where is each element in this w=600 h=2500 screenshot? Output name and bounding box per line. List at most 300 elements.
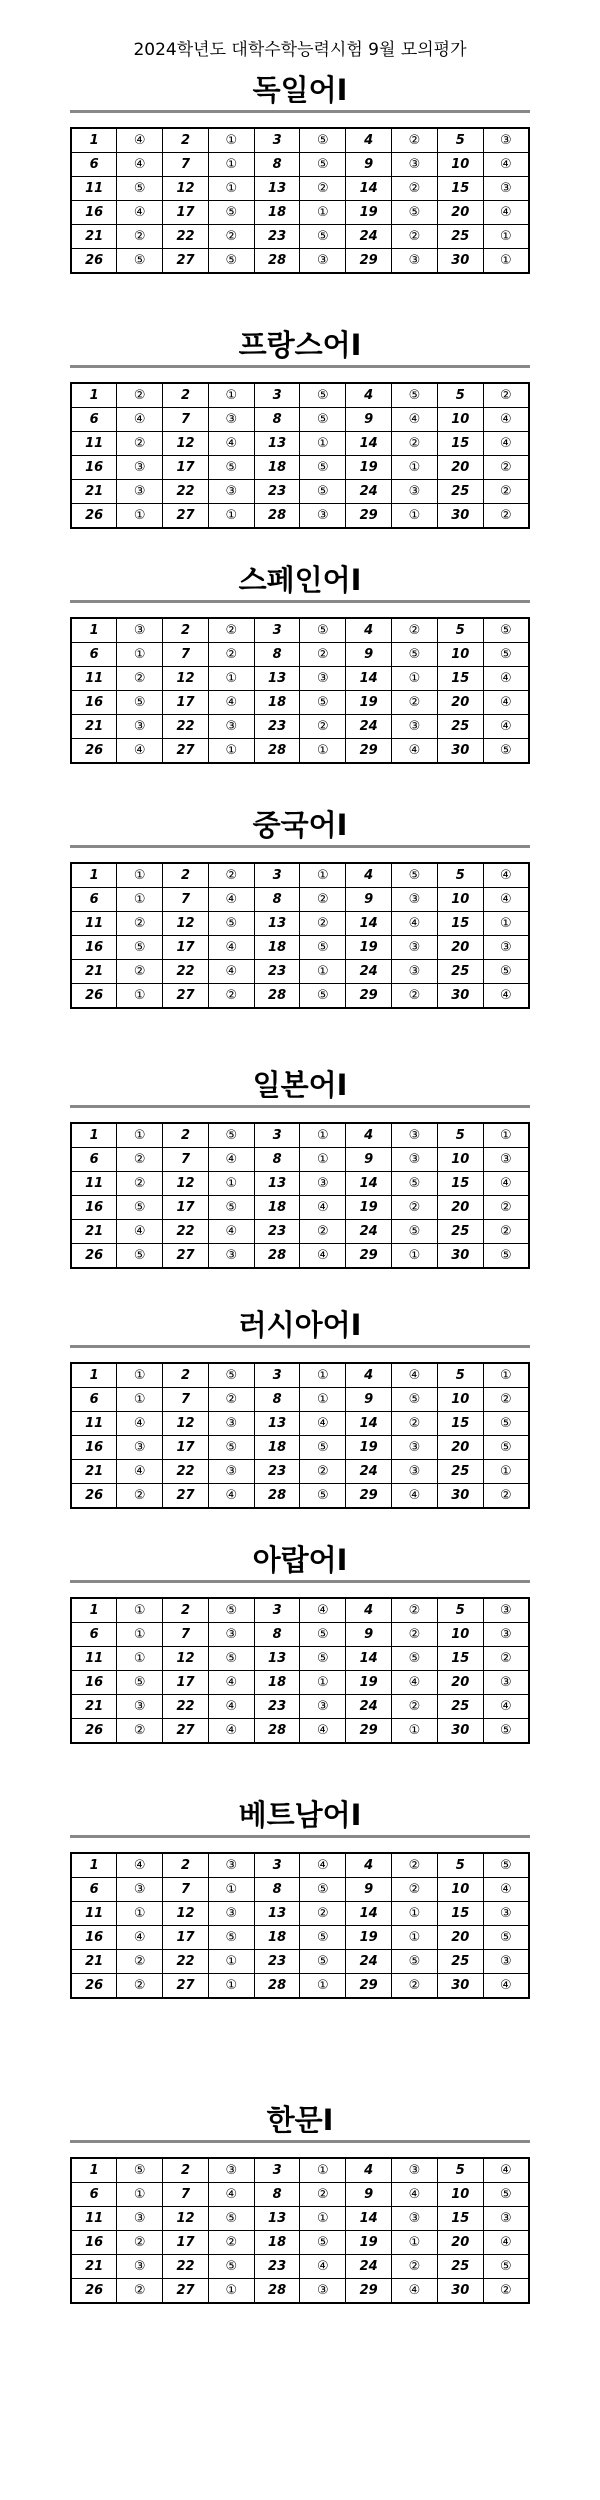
answer-choice: ② <box>117 383 163 408</box>
answer-choice: ⑤ <box>300 1647 346 1671</box>
question-number: 29 <box>346 249 392 274</box>
question-number: 25 <box>437 715 483 739</box>
question-number: 11 <box>71 667 117 691</box>
question-number: 4 <box>346 863 392 888</box>
question-number: 23 <box>254 1950 300 1974</box>
answer-choice: ⑤ <box>483 2255 529 2279</box>
question-number: 13 <box>254 1647 300 1671</box>
question-number: 1 <box>71 1363 117 1388</box>
question-number: 18 <box>254 1196 300 1220</box>
question-number: 15 <box>437 912 483 936</box>
answer-choice: ① <box>117 1902 163 1926</box>
question-number: 12 <box>163 1172 209 1196</box>
answer-choice: ⑤ <box>483 1926 529 1950</box>
question-number: 22 <box>163 480 209 504</box>
answer-choice: ① <box>483 1123 529 1148</box>
answer-choice: ① <box>117 504 163 529</box>
answer-choice: ④ <box>208 1671 254 1695</box>
table-row <box>71 504 529 529</box>
question-number: 16 <box>71 456 117 480</box>
answer-choice: ① <box>392 1926 438 1950</box>
answer-choice: ② <box>208 863 254 888</box>
question-number: 24 <box>346 1695 392 1719</box>
answer-choice: ④ <box>208 1220 254 1244</box>
question-number: 21 <box>71 2255 117 2279</box>
answer-choice: ① <box>300 1974 346 1999</box>
question-number: 27 <box>163 2279 209 2304</box>
answer-choice: ⑤ <box>483 643 529 667</box>
answer-choice: ② <box>392 1878 438 1902</box>
answer-choice: ⑤ <box>300 984 346 1009</box>
question-number: 29 <box>346 1244 392 1269</box>
answer-choice: ④ <box>483 1172 529 1196</box>
answer-choice: ⑤ <box>300 408 346 432</box>
title-underline <box>70 600 530 603</box>
answer-choice: ② <box>483 504 529 529</box>
answer-choice: ⑤ <box>208 201 254 225</box>
answer-choice: ⑤ <box>483 618 529 643</box>
answer-choice: ⑤ <box>117 1196 163 1220</box>
question-number: 8 <box>254 1148 300 1172</box>
answer-table <box>70 862 530 1009</box>
question-number: 13 <box>254 177 300 201</box>
answer-choice: ⑤ <box>117 691 163 715</box>
answer-choice: ⑤ <box>300 1623 346 1647</box>
answer-choice: ① <box>208 739 254 764</box>
question-number: 26 <box>71 2279 117 2304</box>
question-number: 10 <box>437 1878 483 1902</box>
question-number: 6 <box>71 2183 117 2207</box>
table-row <box>71 383 529 408</box>
question-number: 20 <box>437 1196 483 1220</box>
question-number: 9 <box>346 643 392 667</box>
question-number: 18 <box>254 1671 300 1695</box>
question-number: 13 <box>254 432 300 456</box>
answer-choice: ④ <box>117 1220 163 1244</box>
answer-choice: ④ <box>208 2183 254 2207</box>
answer-choice: ③ <box>392 936 438 960</box>
table-row <box>71 1950 529 1974</box>
answer-choice: ⑤ <box>300 128 346 153</box>
question-number: 4 <box>346 2158 392 2183</box>
question-number: 6 <box>71 153 117 177</box>
question-number: 3 <box>254 383 300 408</box>
question-number: 18 <box>254 456 300 480</box>
answer-choice: ⑤ <box>208 456 254 480</box>
answer-choice: ① <box>117 1123 163 1148</box>
answer-choice: ① <box>483 1363 529 1388</box>
answer-choice: ④ <box>483 2158 529 2183</box>
answer-choice: ② <box>392 177 438 201</box>
answer-choice: ③ <box>117 715 163 739</box>
answer-choice: ⑤ <box>300 2231 346 2255</box>
question-number: 29 <box>346 504 392 529</box>
question-number: 29 <box>346 1974 392 1999</box>
answer-choice: ④ <box>300 1853 346 1878</box>
table-row <box>71 912 529 936</box>
table-row <box>71 177 529 201</box>
question-number: 19 <box>346 691 392 715</box>
question-number: 9 <box>346 1878 392 1902</box>
question-number: 19 <box>346 456 392 480</box>
table-row <box>71 1388 529 1412</box>
question-number: 21 <box>71 1460 117 1484</box>
answer-choice: ② <box>392 691 438 715</box>
answer-choice: ② <box>392 618 438 643</box>
question-number: 7 <box>163 1878 209 1902</box>
question-number: 22 <box>163 1220 209 1244</box>
question-number: 2 <box>163 2158 209 2183</box>
answer-choice: ② <box>300 912 346 936</box>
answer-choice: ② <box>117 960 163 984</box>
answer-choice: ① <box>300 2207 346 2231</box>
subject-section <box>70 1795 530 1999</box>
question-number: 2 <box>163 1598 209 1623</box>
table-row <box>71 480 529 504</box>
subject-title: 스페인어Ⅰ <box>238 563 362 597</box>
question-number: 21 <box>71 1695 117 1719</box>
answer-choice: ⑤ <box>392 863 438 888</box>
question-number: 10 <box>437 643 483 667</box>
question-number: 14 <box>346 912 392 936</box>
answer-choice: ③ <box>300 2279 346 2304</box>
question-number: 18 <box>254 2231 300 2255</box>
question-number: 13 <box>254 1902 300 1926</box>
question-number: 26 <box>71 504 117 529</box>
question-number: 5 <box>437 618 483 643</box>
answer-choice: ④ <box>117 739 163 764</box>
question-number: 18 <box>254 936 300 960</box>
answer-choice: ② <box>208 618 254 643</box>
question-number: 1 <box>71 128 117 153</box>
question-number: 19 <box>346 1671 392 1695</box>
question-number: 11 <box>71 177 117 201</box>
table-row <box>71 1123 529 1148</box>
question-number: 2 <box>163 1123 209 1148</box>
question-number: 18 <box>254 1436 300 1460</box>
question-number: 13 <box>254 912 300 936</box>
question-number: 30 <box>437 1484 483 1509</box>
answer-choice: ③ <box>117 1436 163 1460</box>
answer-choice: ⑤ <box>300 1950 346 1974</box>
question-number: 3 <box>254 2158 300 2183</box>
table-row <box>71 691 529 715</box>
question-number: 21 <box>71 225 117 249</box>
answer-choice: ④ <box>392 2183 438 2207</box>
answer-choice: ③ <box>483 2207 529 2231</box>
question-number: 13 <box>254 1172 300 1196</box>
question-number: 8 <box>254 1388 300 1412</box>
subject-section <box>70 1540 530 1744</box>
question-number: 30 <box>437 1719 483 1744</box>
question-number: 6 <box>71 1388 117 1412</box>
answer-choice: ④ <box>483 984 529 1009</box>
table-row <box>71 1719 529 1744</box>
answer-choice: ④ <box>483 863 529 888</box>
answer-choice: ② <box>117 1148 163 1172</box>
question-number: 2 <box>163 383 209 408</box>
question-number: 6 <box>71 888 117 912</box>
question-number: 27 <box>163 1244 209 1269</box>
question-number: 23 <box>254 1220 300 1244</box>
subject-title: 러시아어Ⅰ <box>238 1308 362 1342</box>
question-number: 9 <box>346 408 392 432</box>
answer-choice: ④ <box>483 667 529 691</box>
table-row <box>71 153 529 177</box>
answer-choice: ③ <box>392 480 438 504</box>
answer-choice: ⑤ <box>392 1388 438 1412</box>
answer-choice: ③ <box>483 1671 529 1695</box>
answer-choice: ② <box>483 1388 529 1412</box>
answer-table <box>70 1597 530 1744</box>
answer-choice: ① <box>208 153 254 177</box>
answer-choice: ① <box>208 1974 254 1999</box>
answer-choice: ③ <box>208 480 254 504</box>
table-row <box>71 888 529 912</box>
question-number: 20 <box>437 201 483 225</box>
answer-choice: ① <box>208 383 254 408</box>
question-number: 22 <box>163 1460 209 1484</box>
question-number: 1 <box>71 1853 117 1878</box>
table-row <box>71 618 529 643</box>
question-number: 10 <box>437 888 483 912</box>
question-number: 25 <box>437 480 483 504</box>
question-number: 8 <box>254 408 300 432</box>
question-number: 15 <box>437 667 483 691</box>
answer-choice: ⑤ <box>208 249 254 274</box>
answer-choice: ① <box>300 960 346 984</box>
answer-choice: ② <box>392 1412 438 1436</box>
question-number: 24 <box>346 1220 392 1244</box>
answer-choice: ① <box>300 739 346 764</box>
table-row <box>71 1902 529 1926</box>
answer-choice: ③ <box>483 177 529 201</box>
question-number: 7 <box>163 408 209 432</box>
question-number: 26 <box>71 984 117 1009</box>
table-row <box>71 936 529 960</box>
question-number: 28 <box>254 1719 300 1744</box>
question-number: 5 <box>437 863 483 888</box>
answer-choice: ④ <box>208 1148 254 1172</box>
question-number: 29 <box>346 2279 392 2304</box>
table-row <box>71 2231 529 2255</box>
question-number: 30 <box>437 1244 483 1269</box>
answer-choice: ③ <box>208 1244 254 1269</box>
question-number: 12 <box>163 1902 209 1926</box>
table-row <box>71 1623 529 1647</box>
question-number: 16 <box>71 2231 117 2255</box>
question-number: 3 <box>254 1363 300 1388</box>
question-number: 1 <box>71 863 117 888</box>
answer-choice: ② <box>208 984 254 1009</box>
answer-choice: ② <box>117 1172 163 1196</box>
answer-choice: ④ <box>300 1244 346 1269</box>
table-row <box>71 1412 529 1436</box>
answer-choice: ⑤ <box>117 936 163 960</box>
question-number: 17 <box>163 1436 209 1460</box>
question-number: 30 <box>437 2279 483 2304</box>
question-number: 17 <box>163 1196 209 1220</box>
table-row <box>71 1878 529 1902</box>
question-number: 12 <box>163 667 209 691</box>
answer-choice: ② <box>483 1220 529 1244</box>
answer-choice: ⑤ <box>392 383 438 408</box>
answer-choice: ⑤ <box>392 201 438 225</box>
table-row <box>71 1148 529 1172</box>
question-number: 7 <box>163 1623 209 1647</box>
answer-table <box>70 1122 530 1269</box>
answer-choice: ① <box>300 1148 346 1172</box>
answer-choice: ② <box>392 1853 438 1878</box>
question-number: 11 <box>71 912 117 936</box>
answer-choice: ⑤ <box>483 1244 529 1269</box>
question-number: 19 <box>346 1196 392 1220</box>
answer-choice: ② <box>117 667 163 691</box>
answer-choice: ⑤ <box>117 1244 163 1269</box>
question-number: 12 <box>163 1412 209 1436</box>
question-number: 17 <box>163 936 209 960</box>
answer-choice: ③ <box>300 249 346 274</box>
answer-choice: ③ <box>483 1902 529 1926</box>
question-number: 8 <box>254 1878 300 1902</box>
answer-choice: ⑤ <box>300 456 346 480</box>
question-number: 20 <box>437 936 483 960</box>
answer-choice: ④ <box>392 912 438 936</box>
answer-choice: ① <box>392 456 438 480</box>
table-row <box>71 249 529 274</box>
answer-choice: ② <box>117 1974 163 1999</box>
question-number: 30 <box>437 504 483 529</box>
question-number: 4 <box>346 1123 392 1148</box>
table-row <box>71 1695 529 1719</box>
answer-choice: ③ <box>117 480 163 504</box>
answer-choice: ④ <box>483 691 529 715</box>
answer-choice: ② <box>392 1196 438 1220</box>
question-number: 8 <box>254 888 300 912</box>
question-number: 23 <box>254 2255 300 2279</box>
question-number: 20 <box>437 691 483 715</box>
question-number: 10 <box>437 1623 483 1647</box>
answer-choice: ⑤ <box>392 1172 438 1196</box>
answer-choice: ② <box>208 643 254 667</box>
question-number: 16 <box>71 936 117 960</box>
answer-table <box>70 2157 530 2304</box>
title-underline <box>70 845 530 848</box>
question-number: 10 <box>437 153 483 177</box>
question-number: 23 <box>254 1695 300 1719</box>
question-number: 23 <box>254 480 300 504</box>
question-number: 3 <box>254 1123 300 1148</box>
answer-choice: ② <box>117 912 163 936</box>
table-row <box>71 225 529 249</box>
answer-choice: ④ <box>208 691 254 715</box>
answer-choice: ③ <box>208 408 254 432</box>
question-number: 22 <box>163 1950 209 1974</box>
answer-choice: ③ <box>117 2207 163 2231</box>
answer-choice: ④ <box>483 1878 529 1902</box>
answer-choice: ④ <box>117 1460 163 1484</box>
question-number: 28 <box>254 2279 300 2304</box>
answer-choice: ④ <box>208 888 254 912</box>
table-row <box>71 1460 529 1484</box>
answer-choice: ② <box>392 1623 438 1647</box>
title-underline <box>70 1345 530 1348</box>
answer-choice: ② <box>483 1647 529 1671</box>
answer-choice: ① <box>117 863 163 888</box>
answer-choice: ③ <box>117 2255 163 2279</box>
question-number: 20 <box>437 2231 483 2255</box>
question-number: 21 <box>71 480 117 504</box>
document-title: 2024학년도 대학수학능력시험 9월 모의평가 <box>133 40 467 60</box>
answer-choice: ④ <box>117 1853 163 1878</box>
table-row <box>71 1363 529 1388</box>
answer-choice: ① <box>208 1878 254 1902</box>
answer-choice: ② <box>392 225 438 249</box>
answer-choice: ② <box>208 225 254 249</box>
answer-choice: ④ <box>208 1695 254 1719</box>
table-row <box>71 1436 529 1460</box>
question-number: 5 <box>437 2158 483 2183</box>
answer-choice: ① <box>208 1172 254 1196</box>
answer-choice: ⑤ <box>117 249 163 274</box>
answer-choice: ③ <box>483 128 529 153</box>
question-number: 27 <box>163 984 209 1009</box>
subject-title: 독일어Ⅰ <box>252 73 348 107</box>
question-number: 19 <box>346 936 392 960</box>
table-row <box>71 201 529 225</box>
question-number: 14 <box>346 667 392 691</box>
answer-choice: ⑤ <box>208 1436 254 1460</box>
question-number: 4 <box>346 383 392 408</box>
question-number: 7 <box>163 153 209 177</box>
question-number: 8 <box>254 153 300 177</box>
answer-choice: ④ <box>300 1598 346 1623</box>
answer-choice: ④ <box>208 960 254 984</box>
question-number: 2 <box>163 1853 209 1878</box>
answer-choice: ④ <box>483 153 529 177</box>
question-number: 1 <box>71 1123 117 1148</box>
question-number: 27 <box>163 504 209 529</box>
table-row <box>71 984 529 1009</box>
answer-choice: ① <box>117 2183 163 2207</box>
answer-choice: ② <box>483 456 529 480</box>
question-number: 2 <box>163 1363 209 1388</box>
answer-choice: ③ <box>483 1598 529 1623</box>
table-row <box>71 1484 529 1509</box>
question-number: 3 <box>254 1598 300 1623</box>
answer-choice: ⑤ <box>300 153 346 177</box>
subject-title: 한문Ⅰ <box>266 2103 334 2137</box>
title-underline <box>70 365 530 368</box>
answer-choice: ④ <box>300 1719 346 1744</box>
question-number: 23 <box>254 715 300 739</box>
answer-choice: ① <box>483 225 529 249</box>
question-number: 24 <box>346 2255 392 2279</box>
answer-choice: ① <box>208 2279 254 2304</box>
answer-choice: ③ <box>392 715 438 739</box>
answer-choice: ① <box>392 1719 438 1744</box>
question-number: 17 <box>163 1926 209 1950</box>
answer-choice: ② <box>117 432 163 456</box>
question-number: 9 <box>346 1388 392 1412</box>
question-number: 14 <box>346 1902 392 1926</box>
answer-choice: ⑤ <box>300 1436 346 1460</box>
answer-choice: ⑤ <box>117 1671 163 1695</box>
question-number: 25 <box>437 225 483 249</box>
question-number: 13 <box>254 1412 300 1436</box>
answer-choice: ④ <box>300 1196 346 1220</box>
question-number: 28 <box>254 504 300 529</box>
